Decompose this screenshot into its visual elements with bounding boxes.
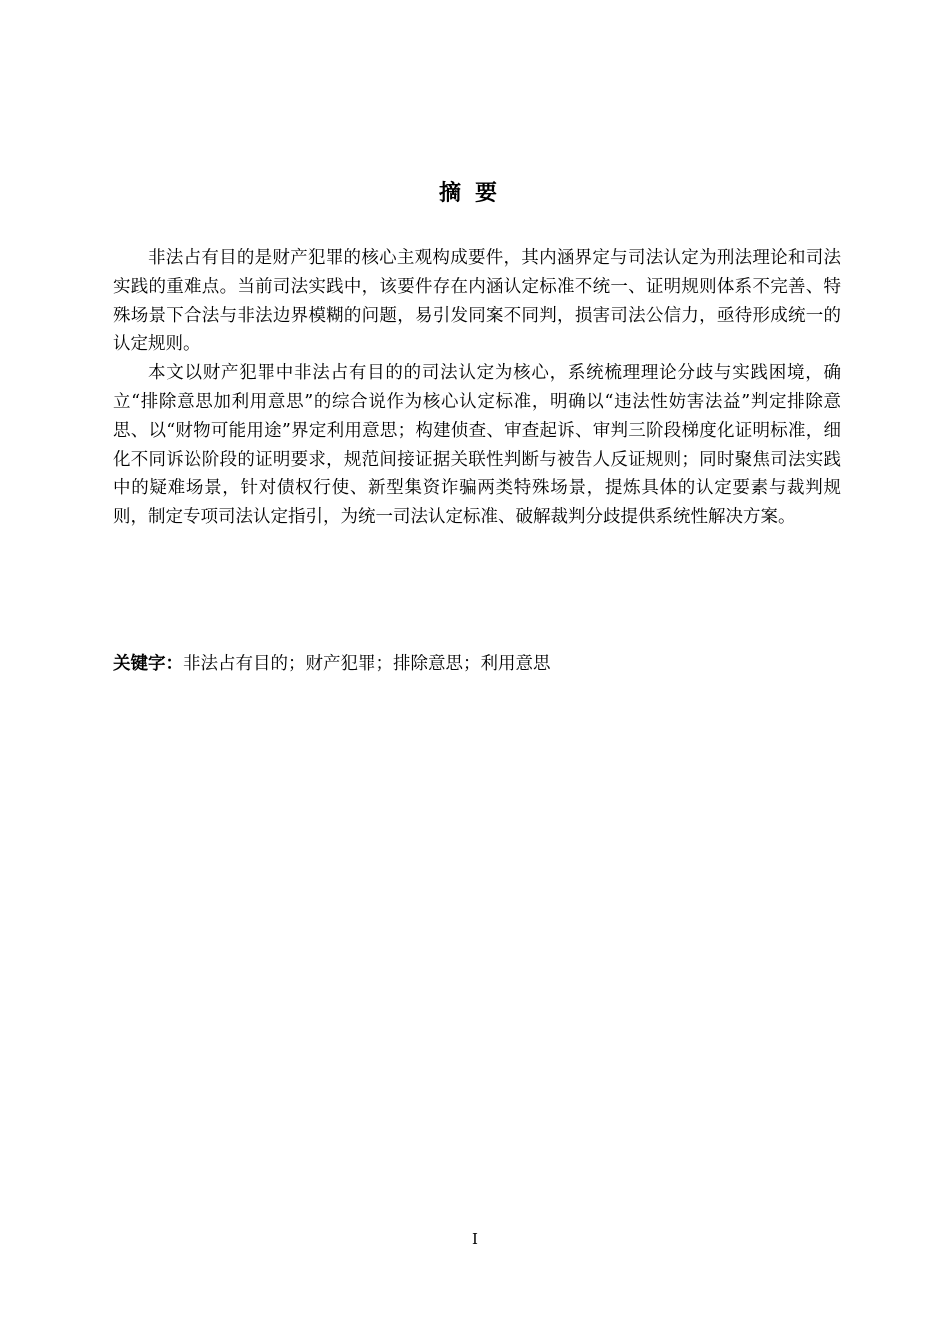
abstract-paragraph-2: 本文以财产犯罪中非法占有目的的司法认定为核心，系统梳理理论分歧与实践困境，确立“排除意思加利用意思”的综合说作为核心认定标准，明确以“违法性妨害法益”判定排除意思、以“财物可能用途”界定利用意思；构建侦查、审查起诉、审判三阶段梯度化证明标准，细化不同诉讼阶段的证明要求，规范间接证据关联性判断与被告人反证规则；同时聚焦司法实践中的疑难场景，针对债权行使、新型集资诈骗两类特殊场景，提炼具体的认定要素与裁判规则，制定专项司法认定指引，为统一司法认定标准、破解裁判分歧提供系统性解决方案。 — [113, 363, 841, 528]
keywords-text: 非法占有目的；财产犯罪；排除意思；利用意思 — [183, 654, 551, 674]
abstract-title: 摘要 — [438, 181, 511, 206]
keywords-label: 关键字： — [113, 654, 183, 674]
keywords-line — [113, 650, 841, 678]
abstract-paragraph-1: 非法占有目的是财产犯罪的核心主观构成要件，其内涵界定与司法认定为刑法理论和司法实践的重难点。当前司法实践中，该要件存在内涵认定标准不统一、证明规则体系不完善、特殊场景下合法与非法边界模糊的问题，易引发同案不同判，损害司法公信力，亟待形成统一的认定规则。 — [113, 248, 841, 355]
page-number: I — [472, 1230, 478, 1248]
abstract-body — [113, 244, 841, 532]
